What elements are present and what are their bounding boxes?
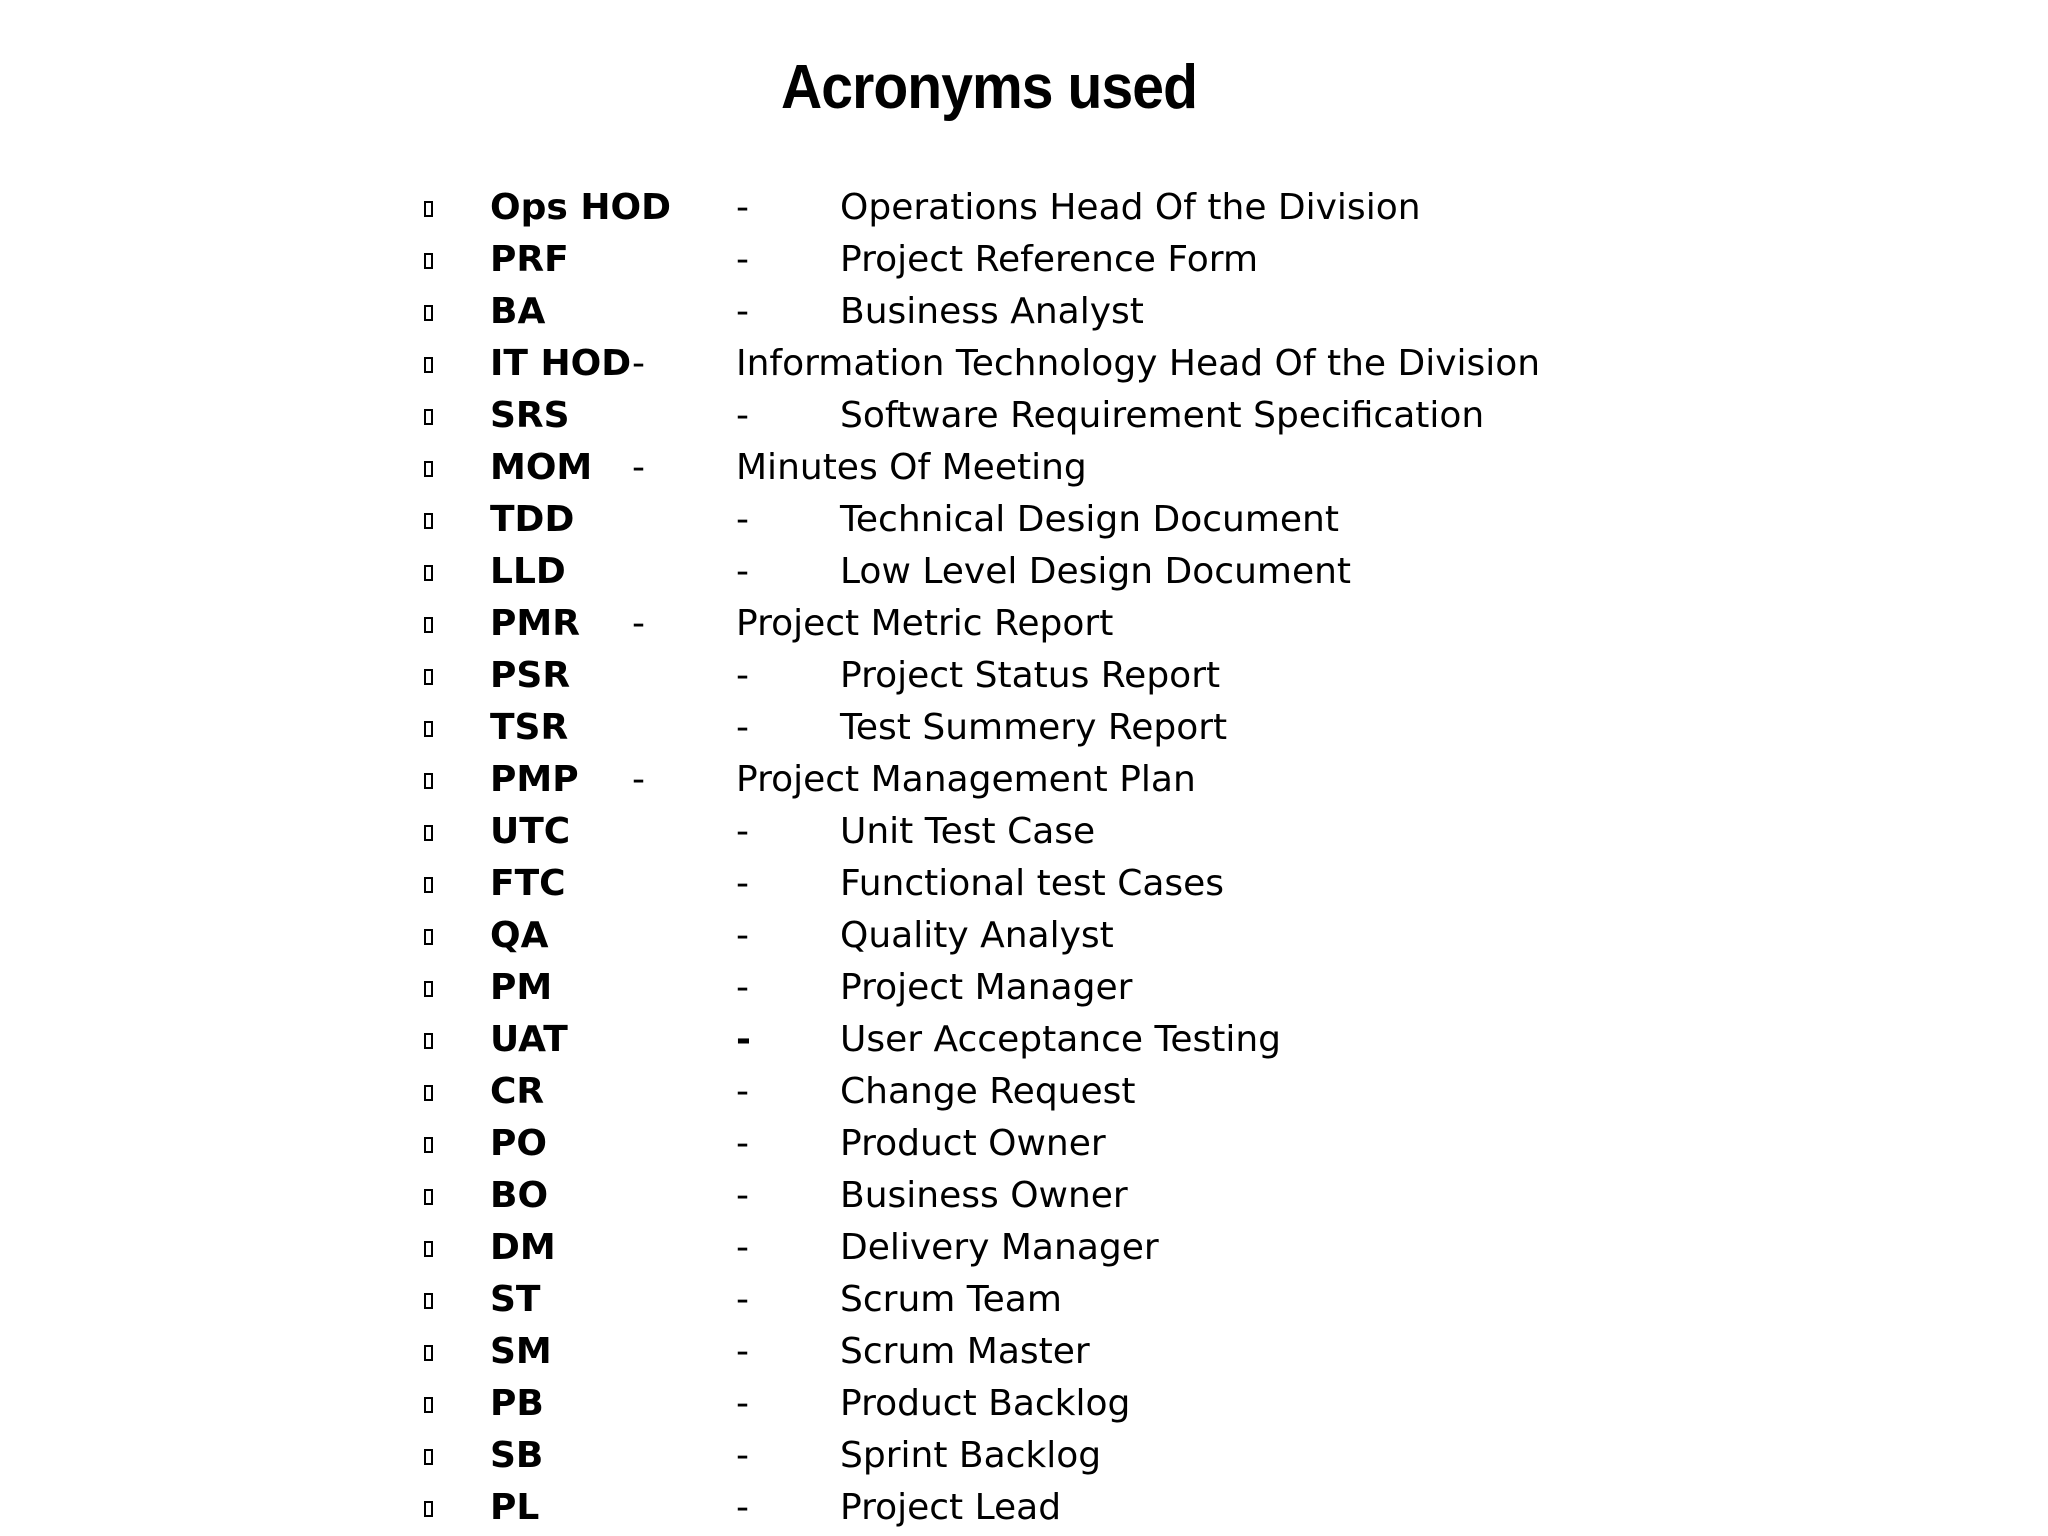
list-item	[0, 442, 2048, 494]
bullet-icon	[424, 773, 433, 789]
list-item	[0, 1274, 2048, 1326]
acronym-meaning: Sprint Backlog	[840, 1435, 1102, 1476]
separator-dash: -	[736, 967, 749, 1008]
separator-dash: -	[632, 603, 645, 644]
list-item	[0, 546, 2048, 598]
acronym: PMP	[490, 759, 579, 800]
acronym: QA	[490, 915, 549, 956]
acronym: PL	[490, 1487, 540, 1528]
separator-dash: -	[736, 187, 749, 228]
acronym: CR	[490, 1071, 545, 1112]
bullet-icon	[424, 461, 433, 477]
bullet-icon	[424, 929, 433, 945]
acronym-meaning: Quality Analyst	[840, 915, 1114, 956]
acronym-meaning: Technical Design Document	[840, 499, 1339, 540]
acronym: UTC	[490, 811, 571, 852]
bullet-icon	[424, 1293, 433, 1309]
separator-dash: -	[736, 655, 749, 696]
list-item	[0, 598, 2048, 650]
separator-dash: -	[736, 1435, 749, 1476]
bullet-icon	[424, 1449, 433, 1465]
bullet-icon	[424, 1241, 433, 1257]
acronym-meaning: User Acceptance Testing	[840, 1019, 1282, 1060]
list-item	[0, 910, 2048, 962]
acronym-meaning: Product Backlog	[840, 1383, 1131, 1424]
list-item	[0, 1326, 2048, 1378]
separator-dash: -	[736, 1383, 749, 1424]
acronym-meaning: Project Status Report	[840, 655, 1221, 696]
acronym-meaning: Project Manager	[840, 967, 1133, 1008]
acronym: PO	[490, 1123, 547, 1164]
list-item	[0, 234, 2048, 286]
acronym-meaning: Information Technology Head Of the Division	[736, 343, 1541, 384]
acronym: PSR	[490, 655, 571, 696]
list-item	[0, 1482, 2048, 1534]
page-title: Acronyms used	[781, 53, 1197, 122]
acronym-meaning: Software Requirement Specification	[840, 395, 1485, 436]
list-item	[0, 962, 2048, 1014]
list-item	[0, 1378, 2048, 1430]
list-item	[0, 650, 2048, 702]
acronym: PMR	[490, 603, 580, 644]
bullet-icon	[424, 253, 433, 269]
list-item	[0, 1066, 2048, 1118]
separator-dash: -	[736, 1227, 749, 1268]
acronym: TDD	[490, 499, 575, 540]
acronym-meaning: Low Level Design Document	[840, 551, 1352, 592]
acronym-meaning: Change Request	[840, 1071, 1136, 1112]
separator-dash: -	[736, 1123, 749, 1164]
separator-dash: -	[736, 291, 749, 332]
separator-dash: -	[736, 1175, 749, 1216]
bullet-icon	[424, 1397, 433, 1413]
bullet-icon	[424, 825, 433, 841]
separator-dash: -	[736, 811, 749, 852]
bullet-icon	[424, 669, 433, 685]
separator-dash: -	[736, 551, 749, 592]
separator-dash: -	[632, 759, 645, 800]
acronym: ST	[490, 1279, 541, 1320]
separator-dash: -	[736, 1279, 749, 1320]
acronym-meaning: Functional test Cases	[840, 863, 1225, 904]
bullet-icon	[424, 1345, 433, 1361]
acronym: PB	[490, 1383, 544, 1424]
separator-dash: -	[736, 1331, 749, 1372]
acronym-meaning: Unit Test Case	[840, 811, 1096, 852]
acronym-meaning: Project Management Plan	[736, 759, 1196, 800]
bullet-icon	[424, 721, 433, 737]
acronym-meaning: Product Owner	[840, 1123, 1106, 1164]
acronym: SM	[490, 1331, 552, 1372]
list-item	[0, 858, 2048, 910]
acronym: PM	[490, 967, 553, 1008]
acronym: SRS	[490, 395, 570, 436]
list-item	[0, 702, 2048, 754]
list-item	[0, 1430, 2048, 1482]
list-item	[0, 1118, 2048, 1170]
acronym: Ops HOD	[490, 187, 671, 228]
acronym-list	[0, 182, 2048, 1534]
acronym-meaning: Operations Head Of the Division	[840, 187, 1421, 228]
acronym: IT HOD	[490, 343, 632, 384]
list-item	[0, 1170, 2048, 1222]
acronym-meaning: Project Metric Report	[736, 603, 1114, 644]
separator-dash: -	[736, 395, 749, 436]
acronym-meaning: Test Summery Report	[840, 707, 1228, 748]
separator-dash: -	[736, 863, 749, 904]
bullet-icon	[424, 565, 433, 581]
acronym-meaning: Delivery Manager	[840, 1227, 1159, 1268]
bullet-icon	[424, 201, 433, 217]
acronym: SB	[490, 1435, 544, 1476]
list-item	[0, 338, 2048, 390]
separator-dash: -	[632, 447, 645, 488]
acronym-meaning: Scrum Team	[840, 1279, 1062, 1320]
list-item	[0, 1222, 2048, 1274]
separator-dash: -	[736, 915, 749, 956]
separator-dash: -	[736, 1071, 749, 1112]
acronym-meaning: Project Lead	[840, 1487, 1062, 1528]
separator-dash: -	[736, 1019, 751, 1060]
list-item	[0, 1014, 2048, 1066]
separator-dash: -	[736, 499, 749, 540]
acronym: BA	[490, 291, 546, 332]
bullet-icon	[424, 409, 433, 425]
acronym-meaning: Scrum Master	[840, 1331, 1090, 1372]
list-item	[0, 494, 2048, 546]
list-item	[0, 286, 2048, 338]
bullet-icon	[424, 1189, 433, 1205]
acronym: TSR	[490, 707, 569, 748]
acronym: BO	[490, 1175, 549, 1216]
separator-dash: -	[736, 239, 749, 280]
bullet-icon	[424, 877, 433, 893]
bullet-icon	[424, 981, 433, 997]
bullet-icon	[424, 617, 433, 633]
bullet-icon	[424, 1085, 433, 1101]
list-item	[0, 754, 2048, 806]
list-item	[0, 806, 2048, 858]
acronym: FTC	[490, 863, 566, 904]
bullet-icon	[424, 1501, 433, 1517]
acronym: PRF	[490, 239, 569, 280]
bullet-icon	[424, 305, 433, 321]
acronym-meaning: Business Analyst	[840, 291, 1144, 332]
acronym: DM	[490, 1227, 556, 1268]
separator-dash: -	[736, 707, 749, 748]
list-item	[0, 182, 2048, 234]
bullet-icon	[424, 513, 433, 529]
acronym-meaning: Minutes Of Meeting	[736, 447, 1087, 488]
acronym-meaning: Business Owner	[840, 1175, 1128, 1216]
separator-dash: -	[736, 1487, 749, 1528]
separator-dash: -	[632, 343, 645, 384]
acronym: MOM	[490, 447, 593, 488]
list-item	[0, 390, 2048, 442]
bullet-icon	[424, 1033, 433, 1049]
bullet-icon	[424, 1137, 433, 1153]
acronym: UAT	[490, 1019, 568, 1060]
acronym: LLD	[490, 551, 566, 592]
acronym-meaning: Project Reference Form	[840, 239, 1259, 280]
bullet-icon	[424, 357, 433, 373]
